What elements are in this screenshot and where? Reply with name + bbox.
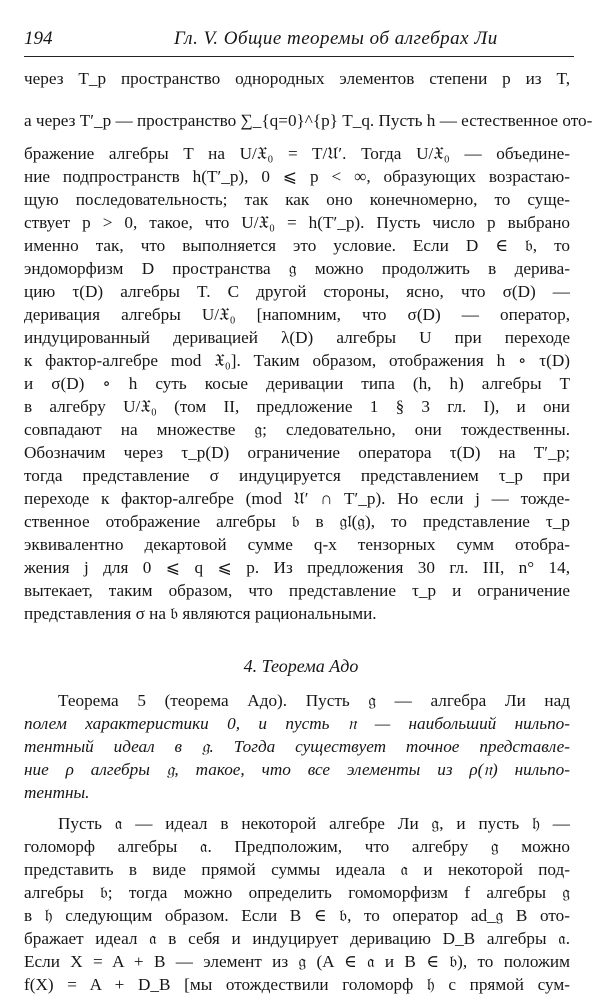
page-header	[24, 18, 574, 56]
text-line: Если X = A + B — элемент из 𝔤 (A ∈ 𝔞 и B ∈ 𝔟), то положим	[24, 952, 570, 971]
text-line: в 𝔥 следующим образом. Если B ∈ 𝔟, то оператор ad_𝔤 B ото-	[24, 906, 570, 925]
text-line: и σ(D) ∘ h суть косые деривации типа (h, h) алгебры T	[24, 374, 570, 393]
theorem-line: ние ρ алгебры 𝔤, такое, что все элементы из ρ(𝔫) нильпо-	[24, 760, 570, 779]
text-line: Пусть 𝔞 — идеал в некоторой алгебре Ли 𝔤, и пусть 𝔥 —	[58, 814, 570, 833]
text-line: f(X) = A + D_B [мы отождествили голоморф 𝔥 с прямой сум-	[24, 975, 570, 994]
text-line: голоморф алгебры 𝔞. Предположим, что алгебру 𝔤 можно	[24, 837, 570, 856]
text-line: бражение алгебры T на U/𝔛₀ = T/𝔘′. Тогда U/𝔛₀ — объедине-	[24, 144, 570, 163]
text-line: ние подпространств h(T′_p), 0 ⩽ p < ∞, образующих возрастаю-	[24, 167, 570, 186]
text-line: жения j для 0 ⩽ q ⩽ p. Из предложения 30 гл. III, n° 14,	[24, 558, 570, 577]
text-line: тогда представление σ индуцируется представлением τ_p при	[24, 466, 570, 485]
text-line: совпадают на множестве 𝔤; следовательно, они тождественны.	[24, 420, 570, 439]
text-line: индуцированный деривацией λ(D) алгебры U при переходе	[24, 328, 570, 347]
text-line: переходе к фактор-алгебре (mod 𝔘′ ∩ T′_p). Но если j — тожде-	[24, 489, 570, 508]
running-title: Гл. V. Общие теоремы об алгебрах Ли	[174, 28, 498, 49]
theorem-line: полем характеристики 0, и пусть 𝔫 — наибольший нильпо-	[24, 714, 570, 733]
text-line: вытекает, таким образом, что представление τ_p и ограничение	[24, 581, 570, 600]
text-line: представить в виде прямой суммы идеала 𝔞 и некоторой под-	[24, 860, 570, 879]
theorem-line: тентный идеал в 𝔤. Тогда существует точное представле-	[24, 737, 570, 756]
text-line: через T_p пространство однородных элементов степени p из T,	[24, 69, 570, 88]
text-line: ственное отображение алгебры 𝔟 в 𝔤𝔩(𝔤), то представление τ_p	[24, 512, 570, 531]
text-line: эндоморфизм D пространства 𝔤 можно продолжить в дерива-	[24, 259, 570, 278]
text-line: алгебры 𝔟; тогда можно определить гомоморфизм f алгебры 𝔤	[24, 883, 570, 902]
text-line: эквивалентно декартовой сумме q-х тензорных сумм отобра-	[24, 535, 570, 554]
text-line: деривация алгебры U/𝔛₀ [напомним, что σ(D) — оператор,	[24, 305, 570, 324]
text-line: к фактор-алгебре mod 𝔛₀]. Таким образом, отображения h ∘ τ(D)	[24, 351, 570, 370]
text-line: щую последовательность; так как оно конечномерно, то суще-	[24, 190, 570, 209]
text-line: в алгебру U/𝔛₀ (том II, предложение 1 § 3 гл. I), и они	[24, 397, 570, 416]
header-rule	[24, 56, 574, 57]
text-line: Обозначим через τ_p(D) ограничение оператора τ(D) на T′_p;	[24, 443, 570, 462]
theorem-line: тентны.	[24, 783, 90, 802]
text-line: ствует p > 0, такое, что U/𝔛₀ = h(T′_p). Пусть число p выбрано	[24, 213, 570, 232]
text-line: цию τ(D) алгебры T. С другой стороны, ясно, что σ(D) —	[24, 282, 570, 301]
text-line: бражает идеал 𝔞 в себя и индуцирует деривацию D_B алгебры 𝔞.	[24, 929, 570, 948]
text-line: представления σ на 𝔟 являются рациональными.	[24, 604, 377, 623]
section-heading: 4. Теорема Адо	[243, 656, 359, 676]
text-line: именно так, что выполняется это условие. Если D ∈ 𝔟, то	[24, 236, 570, 255]
text-line: а через T′_p — пространство ∑_{q=0}^{p} T_q. Пусть h — естественное ото-	[24, 111, 593, 130]
theorem-line: Теорема 5 (теорема Адо). Пусть 𝔤 — алгебра Ли над	[58, 691, 570, 710]
page-number: 194	[24, 28, 53, 49]
